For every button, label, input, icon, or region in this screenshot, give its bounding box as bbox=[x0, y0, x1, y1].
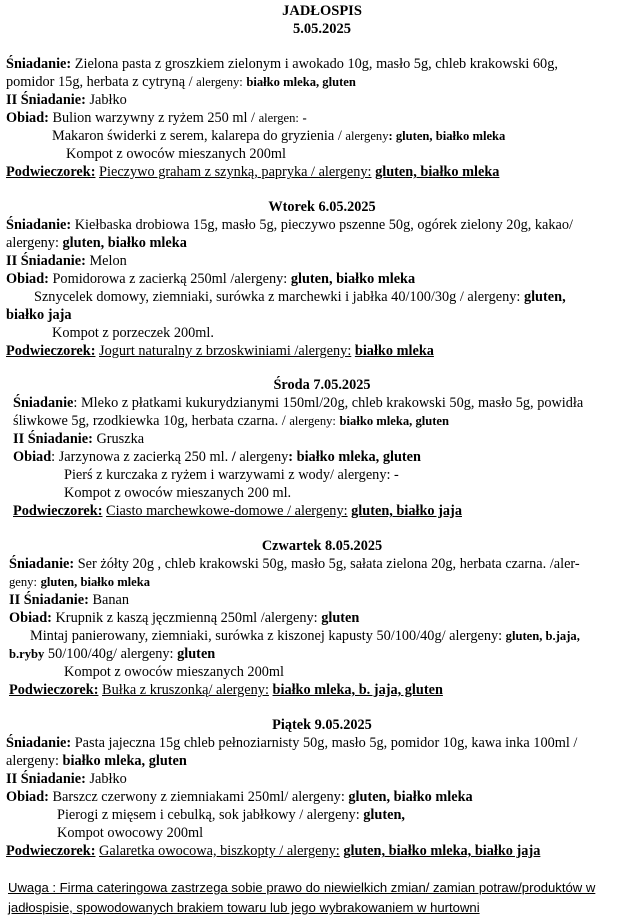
day3-obiad-soup: Obiad: Jarzynowa z zacierką 250 ml. / alergeny: białko mleka, gluten bbox=[13, 449, 421, 465]
day3-obiad-drink: Kompot z owoców mieszanych 200 ml. bbox=[64, 485, 292, 501]
day4-sniadanie-line1: Śniadanie: Ser żółty 20g , chleb krakowski 50g, masło 5g, sałata zielona 20g, herbata czarna. /aler- bbox=[9, 556, 580, 572]
day2-obiad-main: Sznycelek domowy, ziemniaki, surówka z marchewki i jabłka 40/100/30g / alergeny: gluten, bbox=[34, 289, 566, 305]
day2-obiad-main-allergens: białko jaja bbox=[6, 307, 72, 323]
day2-sniadanie-line2: alergeny: gluten, białko mleka bbox=[6, 235, 187, 251]
day1-obiad-soup: Obiad: Bulion warzywny z ryżem 250 ml / alergen: - bbox=[6, 110, 307, 126]
day5-ii-sniadanie: II Śniadanie: Jabłko bbox=[6, 771, 127, 787]
day2-sniadanie-line1: Śniadanie: Kiełbaska drobiowa 15g, masło 5g, pieczywo pszenne 50g, ogórek zielony 20g, kakao/ bbox=[6, 217, 574, 233]
day5-obiad-main: Pierogi z mięsem i cebulką, sok jabłkowy / alergeny: gluten, bbox=[57, 807, 405, 823]
day1-sniadanie-line2: pomidor 15g, herbata z cytryną / alergeny: białko mleka, gluten bbox=[6, 74, 356, 90]
day4-podwieczorek: Podwieczorek: Bułka z kruszonką/ alergeny: białko mleka, b. jaja, gluten bbox=[9, 682, 443, 698]
day5-obiad-drink: Kompot owocowy 200ml bbox=[57, 825, 204, 841]
day5-sniadanie-line2: alergeny: białko mleka, gluten bbox=[6, 753, 187, 769]
day1-sniadanie-line1: Śniadanie: Zielona pasta z groszkiem zielonym i awokado 10g, masło 5g, chleb krakowski 60g, bbox=[6, 56, 558, 72]
day4-heading: Czwartek 8.05.2025 bbox=[261, 538, 383, 554]
day2-podwieczorek: Podwieczorek: Jogurt naturalny z brzoskwiniami /alergeny: białko mleka bbox=[6, 343, 434, 359]
day3-obiad-main: Pierś z kurczaka z ryżem i warzywami z wody/ alergeny: - bbox=[64, 467, 399, 483]
day3-sniadanie-line2: śliwkowe 5g, rzodkiewka 10g, herbata czarna. / alergeny: białko mleka, gluten bbox=[13, 413, 450, 429]
day1-ii-sniadanie: II Śniadanie: Jabłko bbox=[6, 92, 127, 108]
day3-heading: Środa 7.05.2025 bbox=[273, 377, 371, 393]
day4-obiad-soup: Obiad: Krupnik z kaszą jęczmienną 250ml /alergeny: gluten bbox=[9, 610, 360, 626]
day2-obiad-drink: Kompot z porzeczek 200ml. bbox=[52, 325, 214, 341]
page-date: 5.05.2025 bbox=[293, 21, 351, 37]
day1-podwieczorek: Podwieczorek: Pieczywo graham z szynką, papryka / alergeny: gluten, białko mleka bbox=[6, 164, 500, 180]
day3-sniadanie-line1: Śniadanie: Mleko z płatkami kukurydzianymi 150ml/20g, chleb krakowski 50g, masło 5g, powidła bbox=[13, 395, 584, 411]
day4-sniadanie-line2: geny: gluten, białko mleka bbox=[9, 575, 151, 589]
day5-obiad-soup: Obiad: Barszcz czerwony z ziemniakami 250ml/ alergeny: gluten, białko mleka bbox=[6, 789, 473, 805]
day5-sniadanie-line1: Śniadanie: Pasta jajeczna 15g chleb pełnoziarnisty 50g, masło 5g, pomidor 10g, kawa inka 100ml / bbox=[6, 735, 578, 751]
day2-heading: Wtorek 6.05.2025 bbox=[268, 199, 376, 215]
day4-ii-sniadanie: II Śniadanie: Banan bbox=[9, 592, 129, 608]
day4-obiad-drink: Kompot z owoców mieszanych 200ml bbox=[64, 664, 284, 680]
day2-obiad-soup: Obiad: Pomidorowa z zacierką 250ml /alergeny: gluten, białko mleka bbox=[6, 271, 416, 287]
page-title: JADŁOSPIS bbox=[282, 3, 362, 19]
day2-ii-sniadanie: II Śniadanie: Melon bbox=[6, 253, 127, 269]
day5-podwieczorek: Podwieczorek: Galaretka owocowa, biszkopty / alergeny: gluten, białko mleka, białko jaja bbox=[6, 843, 541, 859]
day4-obiad-main-line2: b.ryby 50/100/40g/ alergeny: gluten bbox=[9, 646, 216, 662]
day1-obiad-main: Makaron świderki z serem, kalarepa do gryzienia / alergeny: gluten, białko mleka bbox=[52, 128, 506, 144]
day3-podwieczorek: Podwieczorek: Ciasto marchewkowe-domowe / alergeny: gluten, białko jaja bbox=[13, 503, 462, 519]
notice-line-1: Uwaga : Firma cateringowa zastrzega sobie prawo do niewielkich zmian/ zamian potraw/produktów w bbox=[8, 880, 596, 895]
day1-sniadanie-label: Śniadanie: bbox=[6, 56, 72, 72]
notice-line-2: jadłospisie, spowodowanych brakiem towaru lub jego wybrakowaniem w hurtowni bbox=[8, 900, 480, 915]
day3-ii-sniadanie: II Śniadanie: Gruszka bbox=[13, 431, 145, 447]
day5-heading: Piątek 9.05.2025 bbox=[272, 717, 372, 733]
day1-obiad-drink: Kompot z owoców mieszanych 200ml bbox=[66, 146, 286, 162]
day4-obiad-main: Mintaj panierowany, ziemniaki, surówka z kiszonej kapusty 50/100/40g/ alergeny: gluten, b.jaja, bbox=[30, 628, 580, 644]
